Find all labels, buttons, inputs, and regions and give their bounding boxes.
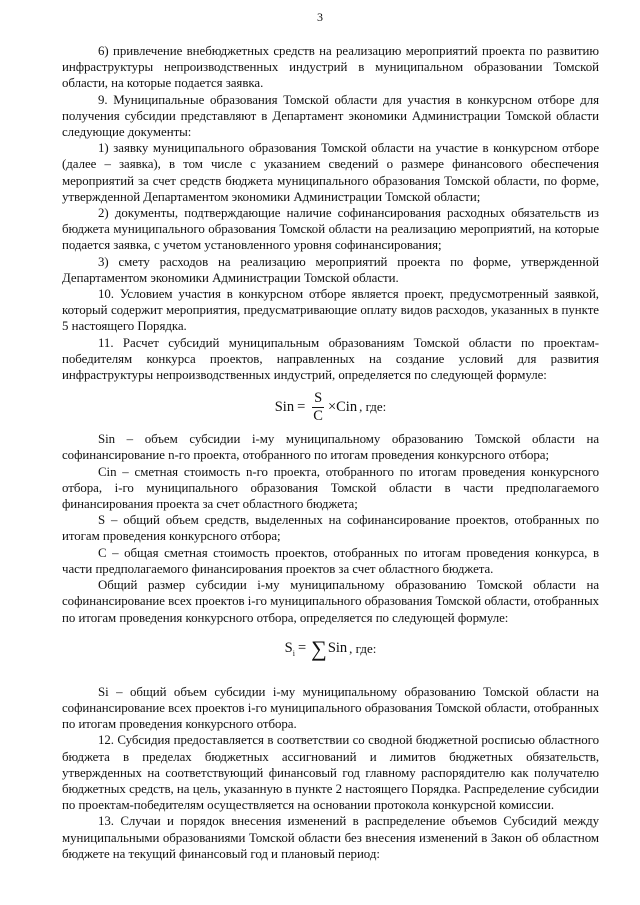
definition-c: C – общая сметная стоимость проектов, отобранных по итогам проведения конкурса, в части предполагаемого финансирования проектов за счет областного бюджета. bbox=[62, 545, 599, 576]
paragraph-6: 6) привлечение внебюджетных средств на реализацию мероприятий проекта по развитию инфраструктуры непроизводственных индустрий в муниципальном образовании Томской области, на которые подается заявка. bbox=[62, 44, 599, 91]
paragraph-9-2: 2) документы, подтверждающие наличие софинансирования расходных обязательств из бюджета муниципального образования Томской области на реализацию мероприятий, на которые подается заявка, с учетом установленного уровня софинансирования; bbox=[62, 206, 599, 253]
formula-sin bbox=[62, 385, 599, 429]
formula-sin-numerator: S bbox=[314, 389, 323, 406]
definition-si: Si – общий объем субсидии i-му муниципальному образованию Томской области на софинансирование всех проектов i-го муниципального образования Томской области, отобранных по итогам проведения конкурсного отбора. bbox=[62, 684, 599, 732]
formula-sin-denominator: C bbox=[313, 407, 323, 424]
paragraph-11: 11. Расчет субсидий муниципальным образованиям Томской области по проектам-победителям конкурса проектов, направленных на создание условий для развития инфраструктуры непроизводственных индустрий, определяется по следующей формуле: bbox=[62, 335, 599, 383]
formula-si-subscript: i bbox=[292, 648, 295, 658]
paragraph-9-1: 1) заявку муниципального образования Томской области на участие в конкурсном отборе (далее – заявка), в том числе с указанием сведений о размере финансового обеспечения мероприятий за счет средств бюджета муниципального образования Томской области, по форме, утвержденной Департаментом экономики Администрации Томской области; bbox=[62, 141, 599, 204]
formula-si-suffix: , где: bbox=[349, 640, 377, 656]
formula-sin-lhs: Sin bbox=[274, 398, 295, 415]
paragraph-13: 13. Случаи и порядок внесения изменений в распределение объемов Субсидий между муниципальными образованиями Томской области без внесения изменений в Закон об областном бюджете на текущий финансовый год и плановый период: bbox=[62, 814, 599, 861]
definition-sin: Sin – объем субсидии i-му муниципальному образованию Томской области на софинансирование n-го проекта, отобранного по итогам проведения конкурсного отбора; bbox=[62, 432, 599, 463]
sum-symbol-icon: ∑ bbox=[311, 635, 327, 661]
paragraph-total-subsidy: Общий размер субсидии i-му муниципальному образованию Томской области на софинансирование всех проектов i-го муниципального образования Томской области, отобранных по итогам проведения конкурсного отбора, определяется по следующей формуле: bbox=[62, 578, 599, 625]
paragraph-9-3: 3) смету расходов на реализацию мероприятий проекта по форме, утвержденной Департаментом экономики Администрации Томской области. bbox=[62, 254, 599, 285]
spacer bbox=[62, 672, 599, 684]
paragraph-12: 12. Субсидия предоставляется в соответствии со сводной бюджетной росписью областного бюджета в пределах бюджетных ассигнований и лимитов бюджетных обязательств, утвержденных на соответствующий финансовый год главному распорядителю как получателю бюджетных средств, на цель, указанную в пункте 2 настоящего Порядка. Распределение субсидии по проектам-победителям осуществляется на основании протокола конкурсной комиссии. bbox=[62, 733, 599, 813]
formula-sin-fraction bbox=[311, 390, 325, 425]
paragraph-10: 10. Условием участия в конкурсном отборе является проект, предусмотренный заявкой, который содержит мероприятия, предусматривающие оплату видов расходов, указанных в пункте 5 настоящего Порядка. bbox=[62, 287, 599, 334]
page-number: 3 bbox=[317, 10, 323, 24]
formula-si-lhs: $S_i$ bbox=[284, 639, 295, 658]
formula-sin-suffix: , где: bbox=[359, 399, 387, 415]
paragraph-9: 9. Муниципальные образования Томской области для участия в конкурсном отборе для получения субсидии представляют в Департамент экономики Администрации Томской области следующие документы: bbox=[62, 92, 599, 140]
document-body bbox=[62, 43, 599, 862]
formula-sin-rhs: Cin bbox=[336, 398, 358, 415]
formula-si-rhs: Sin bbox=[327, 640, 348, 657]
formula-sin-equals: = bbox=[297, 398, 306, 415]
formula-si bbox=[62, 628, 599, 670]
definition-s: S – общий объем средств, выделенных на софинансирование проектов, отобранных по итогам проведения конкурсного отбора; bbox=[62, 513, 599, 544]
formula-si-equals: = bbox=[297, 640, 307, 657]
definition-cin: Cin – сметная стоимость n-го проекта, отобранного по итогам проведения конкурсного отбора, i-го муниципального образования Томской области в части предполагаемого финансирования проекта за счет областного бюджета; bbox=[62, 464, 599, 512]
formula-sin-times: × bbox=[327, 398, 337, 415]
